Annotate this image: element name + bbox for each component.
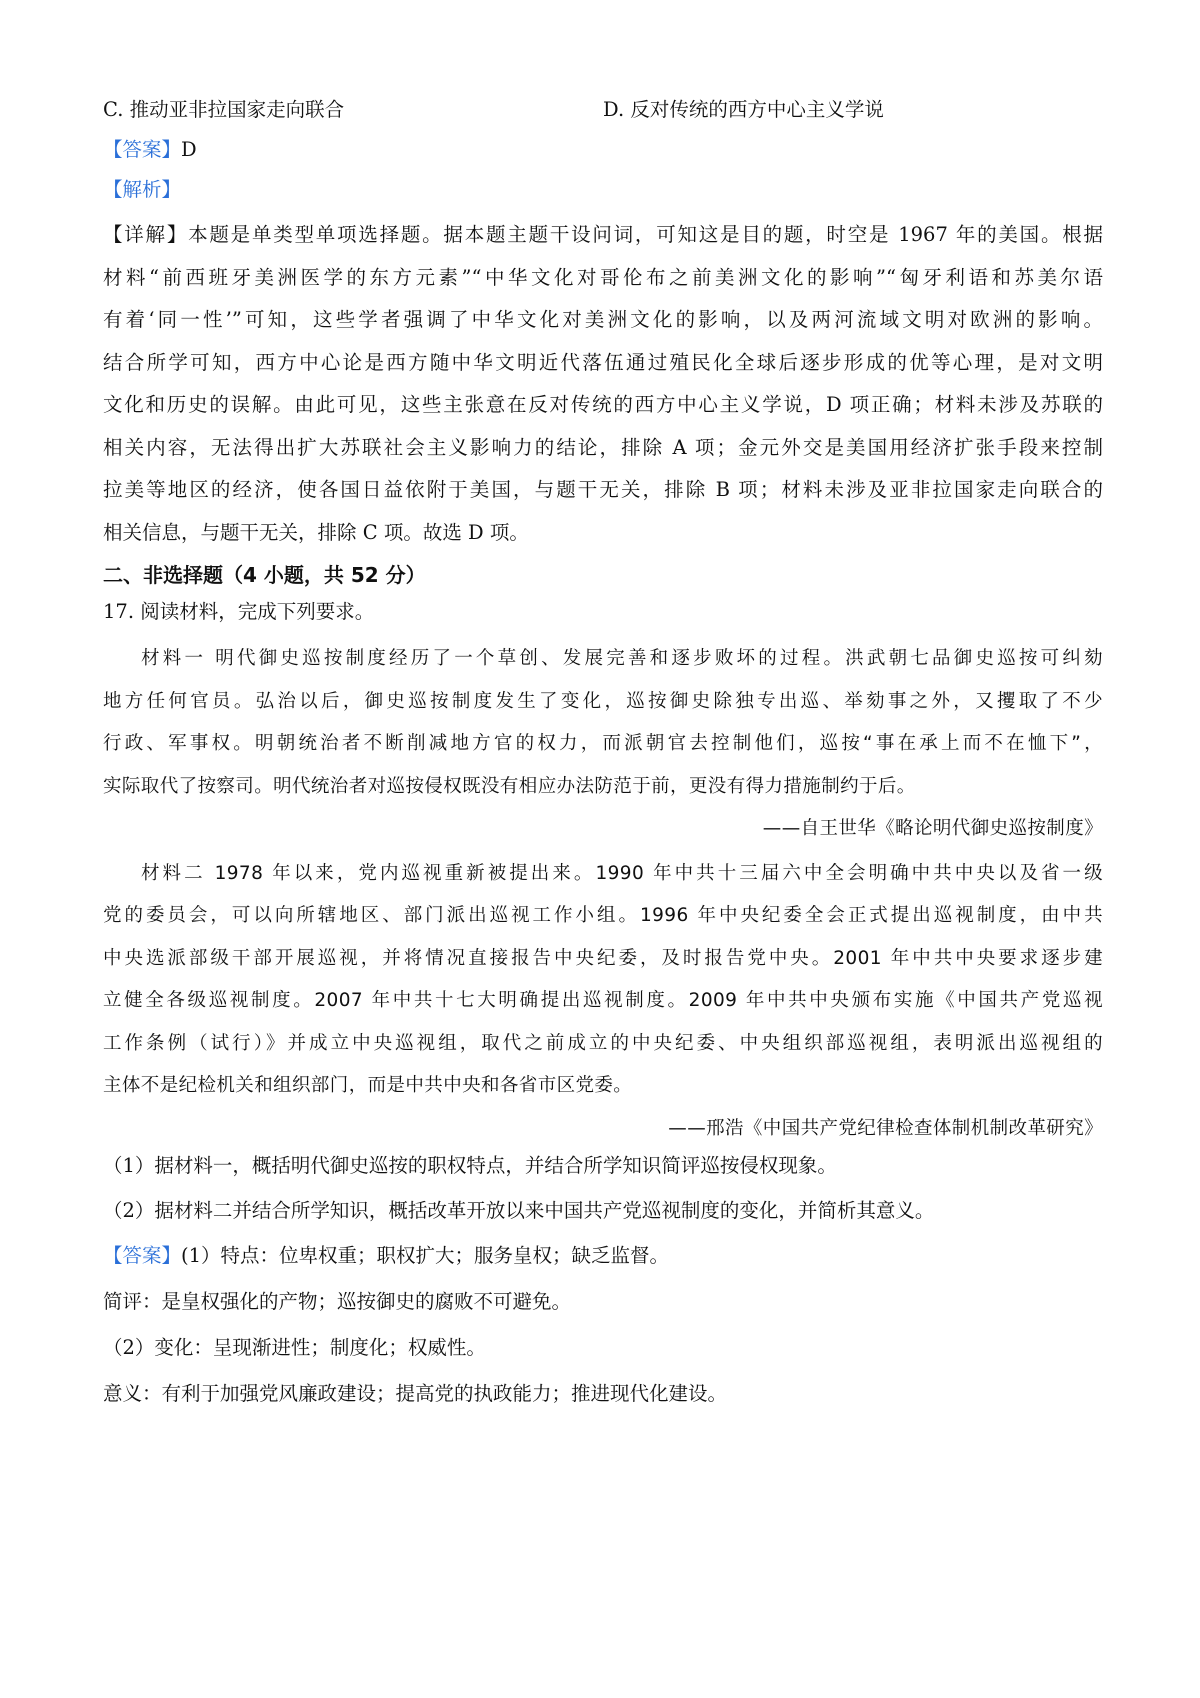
material-one-source: ——自王世华《略论明代御史巡按制度》 [762,818,1103,839]
material-two-source: ——邢浩《中国共产党纪律检查体制机制改革研究》 [668,1117,1103,1139]
detail-line: 有着‘同一性’”可知，这些学者强调了中华文化对美洲文化的影响，以及两河流域文明对欧洲的影响。 [103,308,1103,331]
material-line: 中央选派部级干部开展巡视，并将情况直接报告中央纪委，及时报告党中央。2001 年中共中央要求逐步建 [103,947,1103,969]
detail-line: 相关信息，与题干无关，排除 C 项。故选 D 项。 [103,520,529,544]
option-c: C. 推动亚非拉国家走向联合 [103,98,345,121]
sub-question-2: （2）据材料二并结合所学知识，概括改革开放以来中国共产党巡视制度的变化，并简析其意义。 [103,1199,935,1222]
document-page [103,96,1103,1426]
material-line: 实际取代了按察司。明代统治者对巡按侵权既没有相应办法防范于前，更没有得力措施制约于后。 [103,775,916,797]
detail-line: 结合所学可知，西方中心论是西方随中华文明近代落伍通过殖民化全球后逐步形成的优等心理，是对文明 [103,350,1103,374]
material-line: 地方任何官员。弘治以后，御史巡按制度发生了变化，巡按御史除独专出巡、举劾事之外，又攫取了不少 [103,690,1103,712]
detail-line: 拉美等地区的经济，使各国日益依附于美国，与题干无关，排除 B 项；材料未涉及亚非拉国家走向联合的 [103,478,1103,501]
detail-line: 【详解】本题是单类型单项选择题。据本题主题干设问词，可知这是目的题，时空是 1967 年的美国。根据 [103,223,1103,246]
options-row [103,96,1103,136]
material-line: 材料二 1978 年以来，党内巡视重新被提出来。1990 年中共十三届六中全会明确中共中央以及省一级 [141,862,1103,884]
material-two [103,853,1103,1108]
analysis-line [103,176,1103,214]
question-title: 17. 阅读材料，完成下列要求。 [103,600,375,623]
material-line: 主体不是纪检机关和组织部门，而是中共中央和各省市区党委。 [103,1075,633,1096]
material-line: 立健全各级巡视制度。2007 年中共十七大明确提出巡视制度。2009 年中共中央颁布实施《中国共产党巡视 [103,990,1103,1011]
analysis-tag: 【解析】 [103,178,182,201]
material-one [103,638,1103,808]
final-answer-tag: 【答案】 [103,1244,182,1267]
detail-line: 材料“前西班牙美洲医学的东方元素”“中华文化对哥伦布之前美洲文化的影响”“匈牙利语和苏美尔语 [103,265,1103,289]
answer-value: D [181,138,197,161]
material-line: 工作条例（试行）》并成立中央巡视组，取代之前成立的中央纪委、中央组织部巡视组，表明派出巡视组的 [103,1032,1103,1054]
material-line: 材料一 明代御史巡按制度经历了一个草创、发展完善和逐步败坏的过程。洪武朝七品御史巡按可纠劾 [141,648,1103,669]
detail-explanation [103,214,1103,554]
answer-line [103,136,1103,176]
answer-tag: 【答案】 [103,138,182,161]
final-answer-line-1 [103,1242,1103,1288]
material-line: 行政、军事权。明朝统治者不断削减地方官的权力，而派朝官去控制他们，巡按“事在承上而不在恤下”， [103,733,1103,754]
final-answer-text-1: (1）特点：位卑权重；职权扩大；服务皇权；缺乏监督。 [181,1244,670,1267]
detail-line: 文化和历史的误解。由此可见，这些主张意在反对传统的西方中心主义学说，D 项正确；材料未涉及苏联的 [103,393,1103,416]
final-answer-line-3: （2）变化：呈现渐进性；制度化；权威性。 [103,1336,486,1359]
final-answer-line-4: 意义：有利于加强党风廉政建设；提高党的执政能力；推进现代化建设。 [103,1382,728,1405]
material-line: 党的委员会，可以向所辖地区、部门派出巡视工作小组。1996 年中央纪委全会正式提出巡视制度，由中共 [103,905,1103,926]
sub-question-1: （1）据材料一，概括明代御史巡按的职权特点，并结合所学知识简评巡按侵权现象。 [103,1154,837,1177]
detail-line: 相关内容，无法得出扩大苏联社会主义影响力的结论，排除 A 项；金元外交是美国用经济扩张手段来控制 [103,435,1103,459]
section-heading: 二、非选择题（4 小题，共 52 分） [103,563,426,587]
option-d: D. 反对传统的西方中心主义学说 [603,98,884,121]
final-answer-line-2: 简评：是皇权强化的产物；巡按御史的腐败不可避免。 [103,1290,572,1313]
